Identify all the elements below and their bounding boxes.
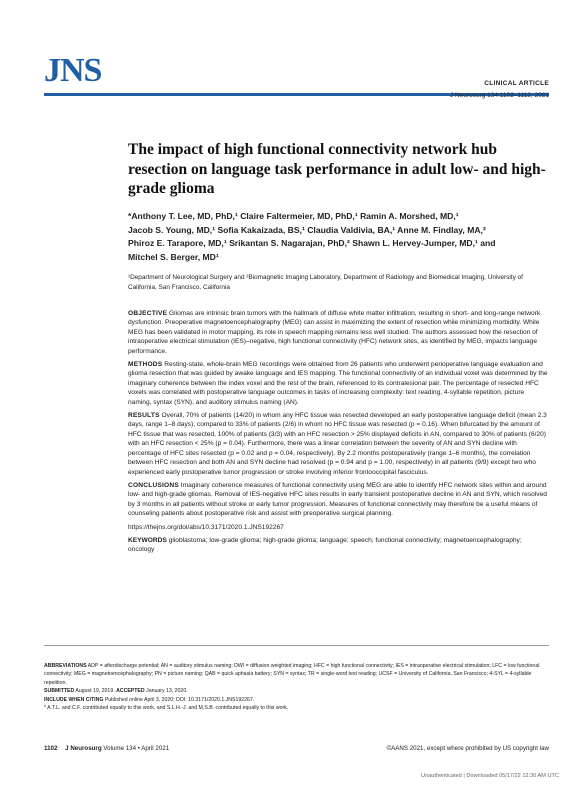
citation: J Neurosurg 134:1102–1112, 2021 <box>449 92 549 99</box>
include-label: INCLUDE WHEN CITING <box>44 696 104 703</box>
footer-left <box>44 745 169 752</box>
section-label: CONCLUSIONS <box>128 481 179 489</box>
accepted-date: January 13, 2020. <box>146 688 188 695</box>
section-text: Resting-state, whole-brain MEG recordings were obtained from 26 patients who underwent perioperative language evaluation and glioma resection that was guided by awake language and IES mapping. The functional connectivity of an individual voxel was determined by the imaginary coherence between the index voxel and the rest of the brain, referenced to its contralesional pair. The percentage of resected HFC voxels was correlated with postoperative language outcomes in tasks of increasing complexity: text reading, 4-syllable repetition, picture naming, syntax (SYN), and auditory stimulus naming (AN). <box>128 361 548 406</box>
include-text: Published online April 3, 2020; DOI: 10.3171/2020.1.JNS192267. <box>104 696 255 703</box>
keywords-text: glioblastoma; low-grade glioma; high-grade glioma; language; speech; functional connectivity; magnetoencephalography; oncology <box>128 536 522 554</box>
abstract-results <box>128 411 549 477</box>
footer-volume: Volume 134 • April 2021 <box>103 745 170 752</box>
article-type: CLINICAL ARTICLE <box>484 80 549 87</box>
download-note: Unauthenticated | Downloaded 05/17/22 12:36 AM UTC <box>421 773 559 779</box>
dates <box>44 687 549 695</box>
section-text: Gliomas are intrinsic brain tumors with the hallmark of diffuse white matter infiltration, resulting in short- and long-range network dysfunction. Preoperative magnetoencephalography (MEG) can assist in maximizing the extent of resection while minimizing morbidity. While MEG has been validated in motor mapping, its role in speech mapping remains less well studied. The authors assessed how the resection of intraoperative electrical stimulation (IES)–negative, high functional connectivity (HFC) network sites, as identified by MEG, impacts language performance. <box>128 310 541 355</box>
abstract-objective <box>128 309 549 356</box>
journal-logo: JNS <box>44 52 102 89</box>
affiliation: ¹Department of Neurological Surgery and ²Biomagnetic Imaging Laboratory, Department of Radiology and Biomedical Imaging, University of California, San Francisco, California <box>128 274 523 291</box>
page-number: 1102 <box>44 745 58 752</box>
section-label: OBJECTIVE <box>128 310 168 317</box>
author-line: Jacob S. Young, MD,¹ Sofia Kakaizada, BS,¹ Claudia Valdivia, BA,¹ Anne M. Findlay, MA,² <box>128 224 486 235</box>
footnotes <box>44 662 549 712</box>
copyright: ©AANS 2021, except where prohibited by US copyright law <box>386 745 549 752</box>
submitted-date: August 19, 2019. <box>75 688 115 695</box>
submitted-label: SUBMITTED <box>44 688 75 695</box>
accepted-label: ACCEPTED <box>116 688 145 695</box>
doi-link[interactable]: https://thejns.org/doi/abs/10.3171/2020.1.JNS192267 <box>128 523 284 531</box>
abstract-methods <box>128 360 549 407</box>
footnote-rule <box>44 645 549 646</box>
abstract-conclusions <box>128 481 549 519</box>
author-line: *Anthony T. Lee, MD, PhD,¹ Claire Faltermeier, MD, PhD,¹ Ramin A. Morshed, MD,¹ <box>128 211 459 221</box>
section-label: RESULTS <box>128 412 160 420</box>
citing-info <box>44 696 549 704</box>
abbreviations-text: ADP = afterdischarge potential; AN = auditory stimulus naming; DWI = diffusion weighted imaging; HFC = high functional connectivity; IES = intraoperative electrical stimulation; LFC = low functional connectivity; MEG = magnetoencephalography; PN = picture naming; QAB = quick aphasia battery; SYN = syntax; TR = single-word text reading; UCSF = University of California, San Francisco; 4-SYL = 4-syllable repetition. <box>44 663 540 686</box>
author-line: Mitchel S. Berger, MD¹ <box>128 251 219 262</box>
keywords <box>128 536 549 555</box>
abstract <box>128 309 549 559</box>
section-text: Overall, 70% of patients (14/20) in whom any HFC tissue was resected developed an early postoperative language deficit (mean 2.3 days, range 1–8 days), compared to 33% of patients (2/6) in whom no HFC tissue was resected (p = 0.16). When bifurcated by the amount of HFC tissue that was resected, 100% of patients (3/3) with an HFC resection > 25% displayed deficits in AN, compared to 30% of patients (6/20) with an HFC resection < 25% (p = 0.04). Furthermore, there was a linear correlation between the severity of AN and SYN decline with percentage of HFC sites resected (p = 0.02 and p = 0.04, respectively). By 2.2 months postoperatively (range 1–6 months), the correlation between HFC resection and both AN and SYN decline had resolved (p = 0.94 and p = 1.00, respectively) in all patients (9/9) except two who experienced early postoperative tumor progression or stroke involving inferior frontooccipital fasciculus. <box>128 412 547 476</box>
abbreviations-label: ABBREVIATIONS <box>44 663 87 669</box>
author-list <box>128 210 548 264</box>
abbreviations <box>44 662 549 687</box>
article-title: The impact of high functional connectivity network hub resection on language task performance in adult low- and high-grade glioma <box>128 141 546 197</box>
author-line: Phiroz E. Tarapore, MD,¹ Srikantan S. Nagarajan, PhD,² Shawn L. Hervey-Jumper, MD,¹ and <box>128 238 496 248</box>
section-label: METHODS <box>128 361 163 369</box>
footer-journal: J Neurosurg <box>65 745 102 752</box>
section-text: Imaginary coherence measures of functional connectivity using MEG are able to identify HFC network sites within and around low- and high-grade gliomas. Removal of IES-negative HFC sites results in early transient postoperative decline in AN and SYN, which resolved by 3 months in all patients without stroke or early tumor progression. Measures of functional connectivity may therefore be a useful means of counseling patients about postoperative risk and assist with preoperative surgical planning. <box>128 481 547 518</box>
equal-contribution-note: * A.T.L. and C.F. contributed equally to this work, and S.L.H.-J. and M.S.B. contributed equally to this work. <box>44 705 289 712</box>
keywords-label: KEYWORDS <box>128 536 167 544</box>
